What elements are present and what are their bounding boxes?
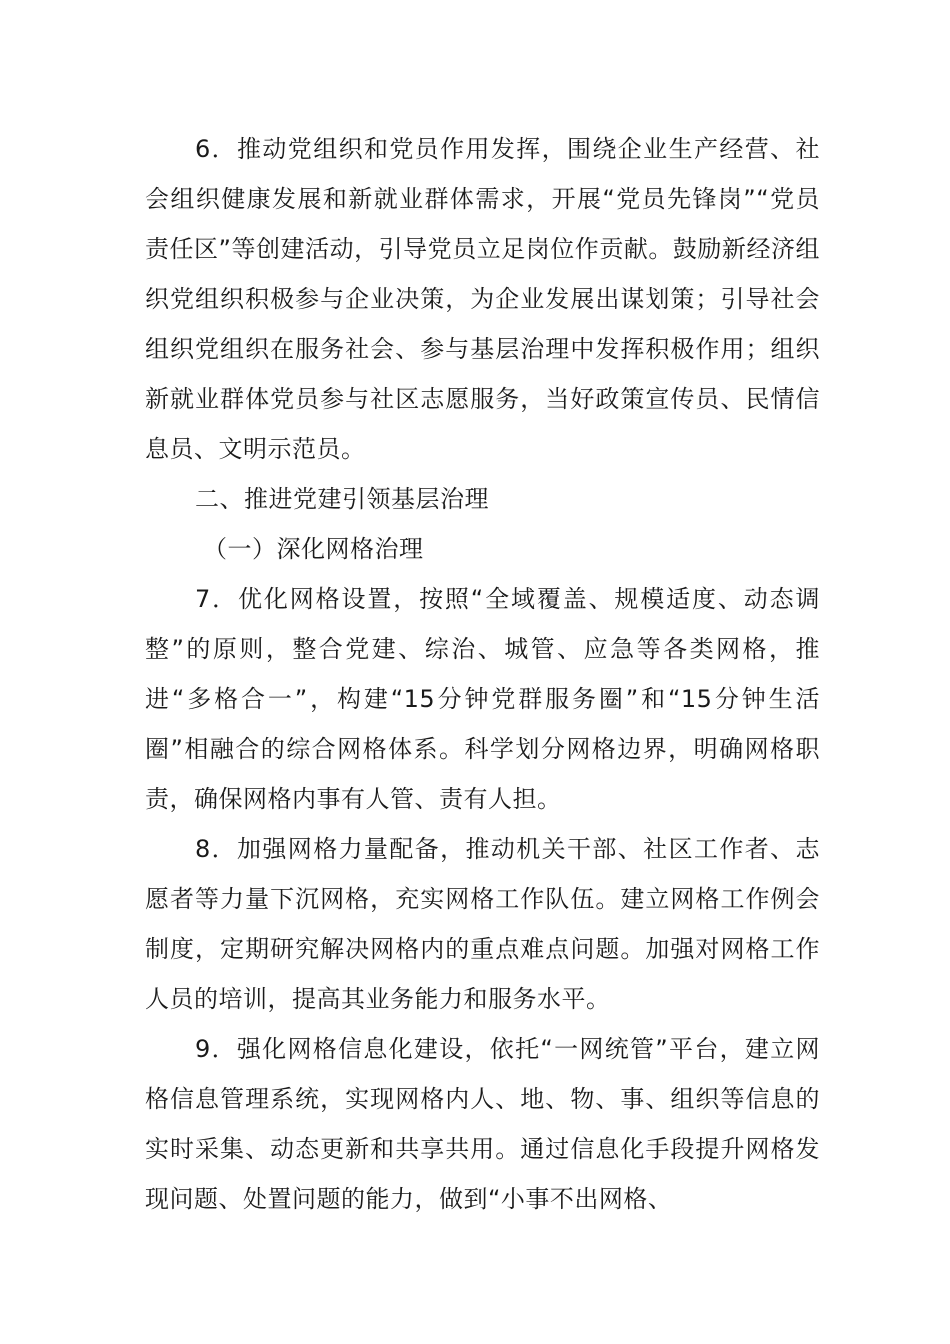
section-heading-2: 二、推进党建引领基层治理 [195, 485, 489, 513]
subsection-heading-1: （一）深化网格治理 [203, 535, 424, 563]
paragraph-item-8: 8．加强网格力量配备，推动机关干部、社区工作者、志愿者等力量下沉网格，充实网格工作队伍。建立网格工作例会制度，定期研究解决网格内的重点难点问题。加强对网格工作人员的培训，提高其业务能力和服务水平。 [145, 835, 820, 1013]
paragraph-item-6: 6．推动党组织和党员作用发挥，围绕企业生产经营、社会组织健康发展和新就业群体需求，开展“党员先锋岗”“党员责任区”等创建活动，引导党员立足岗位作贡献。鼓励新经济组织党组织积极参与企业决策，为企业发展出谋划策；引导社会组织党组织在服务社会、参与基层治理中发挥积极作用；组织新就业群体党员参与社区志愿服务，当好政策宣传员、民情信息员、文明示范员。 [145, 135, 820, 463]
document-body [145, 124, 820, 1224]
paragraph-item-7: 7．优化网格设置，按照“全域覆盖、规模适度、动态调整”的原则，整合党建、综治、城管、应急等各类网格，推进“多格合一”，构建“15分钟党群服务圈”和“15分钟生活圈”相融合的综合网格体系。科学划分网格边界，明确网格职责，确保网格内事有人管、责有人担。 [145, 585, 820, 813]
paragraph-item-9: 9．强化网格信息化建设，依托“一网统管”平台，建立网格信息管理系统，实现网格内人、地、物、事、组织等信息的实时采集、动态更新和共享共用。通过信息化手段提升网格发现问题、处置问题的能力，做到“小事不出网格、 [145, 1035, 820, 1213]
